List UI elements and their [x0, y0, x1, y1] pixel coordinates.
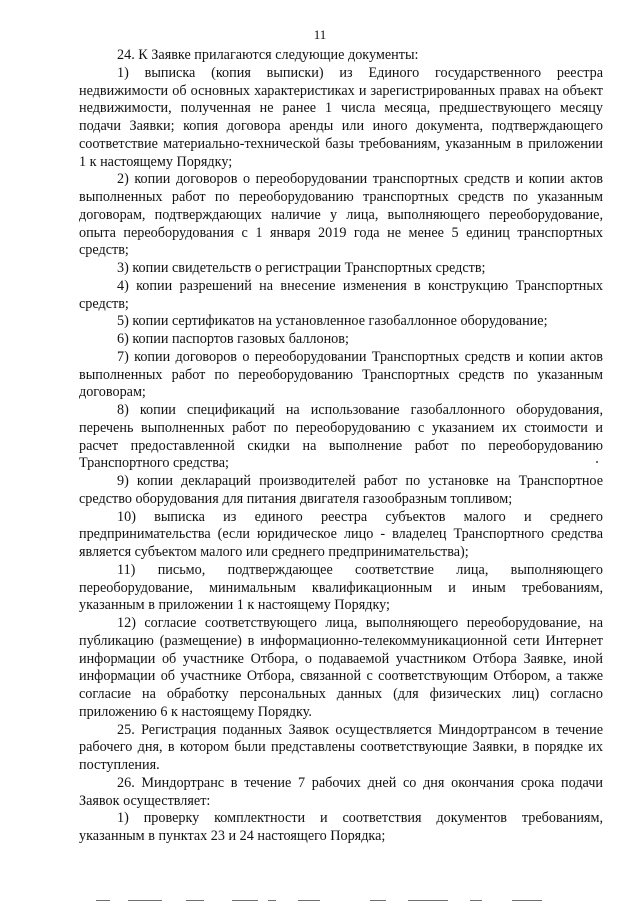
- list-item-6-cylinder-passports: 6) копии паспортов газовых баллонов;: [117, 331, 349, 347]
- item-26-subitem-1: 1) проверку комплектности и соответствия документов требованиям, указанным в пунктах 23 и 24 настоящего Порядка;: [79, 810, 603, 844]
- page-number: 11: [313, 27, 327, 42]
- item-26-heading: 26. Миндортранс в течение 7 рабочих дней со дня окончания срока подачи Заявок осуществляет:: [79, 774, 603, 809]
- list-item-1-registry-extract: 1) выписка (копия выписки) из Единого государственного реестра недвижимости об основных характеристиках и зарегистрированных правах на объект недвижимости, полученная не ранее 1 числа месяца, предшествующего месяцу подачи Заявки; копия договора аренды или иного документа, подтверждающего соответствие материально-технической базы требованиям, указанным в приложении 1 к настоящему Порядку;: [79, 64, 603, 170]
- list-item-5-equipment-certificates: 5) копии сертификатов на установленное газобаллонное оборудование;: [117, 313, 548, 330]
- list-item-9-declarations: 9) копии деклараций производителей работ по установке на Транспортное средство оборудования для питания двигателя газообразным топливом;: [79, 473, 603, 507]
- document-body: [79, 47, 603, 846]
- list-item-10-sme-registry-extract: 10) выписка из единого реестра субъектов малого и среднего предпринимательства (если юридическое лицо - владелец Транспортного средства является субъектом малого или среднего предпринимательства);: [79, 508, 603, 560]
- list-item-12-consent: 12) согласие соответствующего лица, выполняющего переоборудование, на публикацию (размещение) в информационно-телекоммуникационной сети Интернет информации об участнике Отбора, о подаваемой участником Отбора Заявке, иной информации об участнике Отбора, связанной с соответствующим Отбором, а также согласие на обработку персональных данных (для физических лиц) согласно приложению 6 к настоящему Порядку.: [79, 615, 603, 720]
- list-item-3-registration-certificates: 3) копии свидетельств о регистрации Транспортных средств;: [117, 260, 486, 276]
- item-24-heading: 24. К Заявке прилагаются следующие документы:: [117, 47, 419, 63]
- list-item-2-conversion-contracts: 2) копии договоров о переоборудовании транспортных средств и копии актов выполненных работ по переоборудованию транспортных средств по указанным договорам, подтверждающих наличие у лица, выполняющего переоборудование, опыта переоборудования с 1 января 2019 года не менее 5 единиц транспортных средств;: [79, 171, 603, 259]
- list-item-8-specifications: 8) копии спецификаций на использование газобаллонного оборудования, перечень выполненных работ по переоборудованию с указанием их стоимости и расчет предоставленной скидки на выполнение работ по переоборудованию Транспортного средства;: [79, 402, 603, 472]
- list-item-4-design-permits: 4) копии разрешений на внесение изменения в конструкцию Транспортных средств;: [79, 277, 603, 312]
- list-item-7-contracts-and-acts: 7) копии договоров о переоборудовании Транспортных средств и копии актов выполненных работ по переоборудованию Транспортных средств по указанным договорам;: [79, 348, 603, 401]
- item-25-registration: 25. Регистрация поданных Заявок осуществляется Миндортрансом в течение рабочего дня, в котором были представлены соответствующие Заявки, в порядке их поступления.: [79, 721, 603, 773]
- list-item-11-compliance-letter: 11) письмо, подтверждающее соответствие лица, выполняющего переоборудование, минимальным квалификационным и иным требованиям, указанным в приложении 1 к настоящему Порядку;: [79, 561, 603, 614]
